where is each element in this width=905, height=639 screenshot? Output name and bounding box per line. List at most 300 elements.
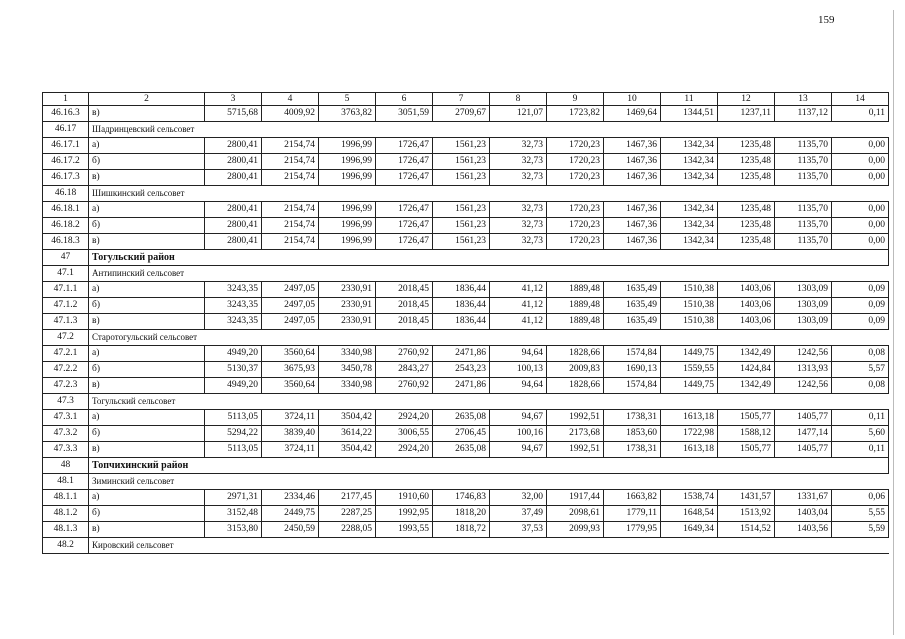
row-code: 47.1.2 bbox=[43, 298, 89, 314]
table-cell: 2177,45 bbox=[319, 490, 376, 506]
table-cell: 1561,23 bbox=[433, 154, 490, 170]
row-subitem: б) bbox=[89, 298, 205, 314]
table-cell: 3675,93 bbox=[262, 362, 319, 378]
row-code: 48.1.1 bbox=[43, 490, 89, 506]
table-body bbox=[43, 93, 889, 554]
table-cell: 1613,18 bbox=[661, 410, 718, 426]
table-row bbox=[43, 522, 889, 538]
table-cell: 2800,41 bbox=[205, 234, 262, 250]
table-cell: 2018,45 bbox=[376, 298, 433, 314]
table-cell: 1726,47 bbox=[376, 170, 433, 186]
row-subitem: а) bbox=[89, 346, 205, 362]
table-cell: 100,16 bbox=[490, 426, 547, 442]
column-header: 8 bbox=[490, 93, 547, 106]
table-cell: 1135,70 bbox=[775, 218, 832, 234]
table-cell: 1405,77 bbox=[775, 442, 832, 458]
table-cell: 0,00 bbox=[832, 234, 889, 250]
table-cell: 1723,82 bbox=[547, 106, 604, 122]
row-code: 46.18.2 bbox=[43, 218, 89, 234]
table-row bbox=[43, 410, 889, 426]
table-row bbox=[43, 218, 889, 234]
row-subitem: б) bbox=[89, 154, 205, 170]
table-cell: 2018,45 bbox=[376, 282, 433, 298]
table-cell: 1574,84 bbox=[604, 378, 661, 394]
row-code: 47.3.3 bbox=[43, 442, 89, 458]
column-header: 12 bbox=[718, 93, 775, 106]
table-cell: 1996,99 bbox=[319, 202, 376, 218]
table-cell: 1510,38 bbox=[661, 298, 718, 314]
row-subitem: б) bbox=[89, 426, 205, 442]
table-cell: 4009,92 bbox=[262, 106, 319, 122]
table-cell: 2018,45 bbox=[376, 314, 433, 330]
table-cell: 3724,11 bbox=[262, 442, 319, 458]
table-row bbox=[43, 442, 889, 458]
table-cell: 1853,60 bbox=[604, 426, 661, 442]
table-cell: 1513,92 bbox=[718, 506, 775, 522]
table-cell: 1235,48 bbox=[718, 218, 775, 234]
section-row bbox=[43, 394, 889, 410]
section-row bbox=[43, 538, 889, 554]
table-cell: 1467,36 bbox=[604, 202, 661, 218]
table-cell: 1992,95 bbox=[376, 506, 433, 522]
row-code: 46.17 bbox=[43, 122, 89, 138]
table-cell: 2706,45 bbox=[433, 426, 490, 442]
table-cell: 2635,08 bbox=[433, 410, 490, 426]
row-code: 47.3.1 bbox=[43, 410, 89, 426]
table-cell: 1235,48 bbox=[718, 234, 775, 250]
row-subitem: в) bbox=[89, 378, 205, 394]
row-code: 47.3 bbox=[43, 394, 89, 410]
table-cell: 1342,49 bbox=[718, 378, 775, 394]
table-cell: 3450,78 bbox=[319, 362, 376, 378]
column-header: 7 bbox=[433, 93, 490, 106]
section-title: Тогульский сельсовет bbox=[89, 394, 889, 410]
table-cell: 1403,06 bbox=[718, 282, 775, 298]
table-cell: 0,00 bbox=[832, 170, 889, 186]
table-cell: 0,08 bbox=[832, 346, 889, 362]
table-cell: 2471,86 bbox=[433, 346, 490, 362]
table-cell: 1726,47 bbox=[376, 218, 433, 234]
table-cell: 1505,77 bbox=[718, 410, 775, 426]
table-cell: 1342,34 bbox=[661, 154, 718, 170]
table-cell: 3243,35 bbox=[205, 282, 262, 298]
table-cell: 1467,36 bbox=[604, 154, 661, 170]
table-cell: 1720,23 bbox=[547, 138, 604, 154]
table-cell: 2971,31 bbox=[205, 490, 262, 506]
row-subitem: б) bbox=[89, 362, 205, 378]
table-row bbox=[43, 154, 889, 170]
table-cell: 1405,77 bbox=[775, 410, 832, 426]
row-code: 48 bbox=[43, 458, 89, 474]
table-cell: 1403,04 bbox=[775, 506, 832, 522]
table-cell: 41,12 bbox=[490, 298, 547, 314]
table-cell: 1635,49 bbox=[604, 298, 661, 314]
table-cell: 2288,05 bbox=[319, 522, 376, 538]
table-cell: 1649,34 bbox=[661, 522, 718, 538]
table-cell: 0,00 bbox=[832, 154, 889, 170]
table-cell: 1344,51 bbox=[661, 106, 718, 122]
row-code: 46.18 bbox=[43, 186, 89, 202]
table-cell: 1726,47 bbox=[376, 154, 433, 170]
row-subitem: в) bbox=[89, 106, 205, 122]
row-code: 47.2 bbox=[43, 330, 89, 346]
row-subitem: а) bbox=[89, 202, 205, 218]
table-cell: 1722,98 bbox=[661, 426, 718, 442]
section-title: Зиминский сельсовет bbox=[89, 474, 889, 490]
table-cell: 1342,34 bbox=[661, 202, 718, 218]
table-cell: 2154,74 bbox=[262, 234, 319, 250]
table-cell: 32,73 bbox=[490, 202, 547, 218]
table-cell: 1467,36 bbox=[604, 234, 661, 250]
table-cell: 2099,93 bbox=[547, 522, 604, 538]
table-cell: 1342,34 bbox=[661, 138, 718, 154]
row-code: 46.17.1 bbox=[43, 138, 89, 154]
table-cell: 1135,70 bbox=[775, 154, 832, 170]
table-cell: 1342,34 bbox=[661, 170, 718, 186]
column-header: 5 bbox=[319, 93, 376, 106]
page-number: 159 bbox=[818, 14, 835, 26]
table-cell: 1648,54 bbox=[661, 506, 718, 522]
table-cell: 1313,93 bbox=[775, 362, 832, 378]
table-cell: 1720,23 bbox=[547, 170, 604, 186]
district-row bbox=[43, 458, 889, 474]
district-title: Топчихинский район bbox=[89, 458, 889, 474]
table-cell: 1635,49 bbox=[604, 282, 661, 298]
table-cell: 1992,51 bbox=[547, 410, 604, 426]
table-cell: 1467,36 bbox=[604, 170, 661, 186]
page-edge-rule bbox=[893, 10, 894, 635]
table-cell: 1135,70 bbox=[775, 202, 832, 218]
table-cell: 1993,55 bbox=[376, 522, 433, 538]
table-cell: 32,00 bbox=[490, 490, 547, 506]
row-code: 47.2.1 bbox=[43, 346, 89, 362]
table-cell: 41,12 bbox=[490, 282, 547, 298]
table-cell: 2154,74 bbox=[262, 170, 319, 186]
section-title: Старотогульский сельсовет bbox=[89, 330, 889, 346]
table-cell: 2760,92 bbox=[376, 378, 433, 394]
table-cell: 2009,83 bbox=[547, 362, 604, 378]
table-cell: 2760,92 bbox=[376, 346, 433, 362]
table-cell: 1137,12 bbox=[775, 106, 832, 122]
table-cell: 0,06 bbox=[832, 490, 889, 506]
column-header: 6 bbox=[376, 93, 433, 106]
section-row bbox=[43, 122, 889, 138]
table-cell: 1746,83 bbox=[433, 490, 490, 506]
table-cell: 1889,48 bbox=[547, 282, 604, 298]
table-cell: 1726,47 bbox=[376, 234, 433, 250]
table-cell: 1403,56 bbox=[775, 522, 832, 538]
table-cell: 1720,23 bbox=[547, 154, 604, 170]
table-cell: 2635,08 bbox=[433, 442, 490, 458]
table-cell: 1836,44 bbox=[433, 314, 490, 330]
table-row bbox=[43, 282, 889, 298]
table-cell: 1996,99 bbox=[319, 138, 376, 154]
table-cell: 5130,37 bbox=[205, 362, 262, 378]
row-code: 47.2.2 bbox=[43, 362, 89, 378]
row-code: 47.1.1 bbox=[43, 282, 89, 298]
table-cell: 1477,14 bbox=[775, 426, 832, 442]
table-cell: 5113,05 bbox=[205, 442, 262, 458]
row-code: 47.2.3 bbox=[43, 378, 89, 394]
table-cell: 5,57 bbox=[832, 362, 889, 378]
row-subitem: б) bbox=[89, 218, 205, 234]
row-subitem: а) bbox=[89, 138, 205, 154]
table-cell: 2330,91 bbox=[319, 298, 376, 314]
column-header: 1 bbox=[43, 93, 89, 106]
table-cell: 2154,74 bbox=[262, 202, 319, 218]
section-row bbox=[43, 474, 889, 490]
table-cell: 1514,52 bbox=[718, 522, 775, 538]
section-row bbox=[43, 330, 889, 346]
table-row bbox=[43, 362, 889, 378]
table-cell: 1818,72 bbox=[433, 522, 490, 538]
table-cell: 0,11 bbox=[832, 410, 889, 426]
table-cell: 3560,64 bbox=[262, 378, 319, 394]
table-cell: 3614,22 bbox=[319, 426, 376, 442]
table-row bbox=[43, 426, 889, 442]
table-cell: 1424,84 bbox=[718, 362, 775, 378]
column-header: 13 bbox=[775, 93, 832, 106]
table-cell: 94,67 bbox=[490, 442, 547, 458]
table-cell: 2709,67 bbox=[433, 106, 490, 122]
table-cell: 1242,56 bbox=[775, 346, 832, 362]
table-cell: 1561,23 bbox=[433, 218, 490, 234]
table-cell: 3243,35 bbox=[205, 298, 262, 314]
table-cell: 2154,74 bbox=[262, 138, 319, 154]
table-cell: 4949,20 bbox=[205, 346, 262, 362]
table-cell: 1449,75 bbox=[661, 378, 718, 394]
row-code: 46.17.2 bbox=[43, 154, 89, 170]
table-cell: 1135,70 bbox=[775, 170, 832, 186]
table-cell: 32,73 bbox=[490, 234, 547, 250]
table-cell: 100,13 bbox=[490, 362, 547, 378]
district-title: Тогульский район bbox=[89, 250, 889, 266]
table-cell: 0,09 bbox=[832, 314, 889, 330]
table-cell: 1726,47 bbox=[376, 202, 433, 218]
table-cell: 2449,75 bbox=[262, 506, 319, 522]
table-cell: 5,60 bbox=[832, 426, 889, 442]
section-row bbox=[43, 186, 889, 202]
table-cell: 32,73 bbox=[490, 138, 547, 154]
table-row bbox=[43, 378, 889, 394]
table-row bbox=[43, 202, 889, 218]
table-cell: 1303,09 bbox=[775, 314, 832, 330]
table-cell: 0,00 bbox=[832, 218, 889, 234]
column-header: 4 bbox=[262, 93, 319, 106]
column-header: 3 bbox=[205, 93, 262, 106]
table-cell: 94,64 bbox=[490, 346, 547, 362]
table-cell: 2543,23 bbox=[433, 362, 490, 378]
table-cell: 2154,74 bbox=[262, 154, 319, 170]
table-cell: 121,07 bbox=[490, 106, 547, 122]
table-cell: 1235,48 bbox=[718, 154, 775, 170]
table-cell: 5,59 bbox=[832, 522, 889, 538]
table-cell: 1996,99 bbox=[319, 170, 376, 186]
table-header-row bbox=[43, 93, 889, 106]
table-cell: 3504,42 bbox=[319, 410, 376, 426]
table-row bbox=[43, 298, 889, 314]
table-cell: 1431,57 bbox=[718, 490, 775, 506]
table-cell: 1303,09 bbox=[775, 282, 832, 298]
table-cell: 1342,34 bbox=[661, 218, 718, 234]
table-cell: 1505,77 bbox=[718, 442, 775, 458]
table-cell: 2800,41 bbox=[205, 154, 262, 170]
table-cell: 1135,70 bbox=[775, 138, 832, 154]
table-cell: 1135,70 bbox=[775, 234, 832, 250]
table-cell: 3152,48 bbox=[205, 506, 262, 522]
table-cell: 3724,11 bbox=[262, 410, 319, 426]
table-cell: 5294,22 bbox=[205, 426, 262, 442]
table-cell: 2154,74 bbox=[262, 218, 319, 234]
table-cell: 1561,23 bbox=[433, 170, 490, 186]
row-subitem: в) bbox=[89, 314, 205, 330]
table-row bbox=[43, 170, 889, 186]
table-cell: 1538,74 bbox=[661, 490, 718, 506]
table-cell: 2330,91 bbox=[319, 314, 376, 330]
table-cell: 1613,18 bbox=[661, 442, 718, 458]
table-cell: 1574,84 bbox=[604, 346, 661, 362]
table-cell: 2800,41 bbox=[205, 170, 262, 186]
table-cell: 1738,31 bbox=[604, 410, 661, 426]
table-cell: 1836,44 bbox=[433, 298, 490, 314]
row-code: 48.2 bbox=[43, 538, 89, 554]
table-cell: 3006,55 bbox=[376, 426, 433, 442]
table-cell: 1235,48 bbox=[718, 138, 775, 154]
table-cell: 2497,05 bbox=[262, 282, 319, 298]
table-cell: 3051,59 bbox=[376, 106, 433, 122]
table-cell: 37,53 bbox=[490, 522, 547, 538]
row-code: 47 bbox=[43, 250, 89, 266]
table-cell: 3763,82 bbox=[319, 106, 376, 122]
row-subitem: а) bbox=[89, 282, 205, 298]
table-cell: 41,12 bbox=[490, 314, 547, 330]
row-subitem: б) bbox=[89, 506, 205, 522]
table-cell: 1779,11 bbox=[604, 506, 661, 522]
table-cell: 1996,99 bbox=[319, 154, 376, 170]
table-cell: 2843,27 bbox=[376, 362, 433, 378]
table-cell: 2450,59 bbox=[262, 522, 319, 538]
section-title: Шишкинский сельсовет bbox=[89, 186, 889, 202]
table-cell: 2800,41 bbox=[205, 202, 262, 218]
table-cell: 1996,99 bbox=[319, 234, 376, 250]
table-cell: 1726,47 bbox=[376, 138, 433, 154]
column-header: 2 bbox=[89, 93, 205, 106]
table-cell: 2330,91 bbox=[319, 282, 376, 298]
table-cell: 1818,20 bbox=[433, 506, 490, 522]
row-code: 48.1 bbox=[43, 474, 89, 490]
table-cell: 3243,35 bbox=[205, 314, 262, 330]
table-cell: 1561,23 bbox=[433, 234, 490, 250]
row-code: 48.1.2 bbox=[43, 506, 89, 522]
table-cell: 3839,40 bbox=[262, 426, 319, 442]
column-header: 11 bbox=[661, 93, 718, 106]
table-cell: 0,09 bbox=[832, 298, 889, 314]
table-cell: 1342,49 bbox=[718, 346, 775, 362]
row-subitem: в) bbox=[89, 170, 205, 186]
table-cell: 3340,98 bbox=[319, 346, 376, 362]
row-code: 46.18.3 bbox=[43, 234, 89, 250]
table-cell: 1889,48 bbox=[547, 314, 604, 330]
table-cell: 1331,67 bbox=[775, 490, 832, 506]
table-row bbox=[43, 346, 889, 362]
table-cell: 0,09 bbox=[832, 282, 889, 298]
table-row bbox=[43, 106, 889, 122]
row-code: 47.1 bbox=[43, 266, 89, 282]
table-cell: 2497,05 bbox=[262, 298, 319, 314]
table-cell: 0,00 bbox=[832, 138, 889, 154]
table-cell: 1561,23 bbox=[433, 138, 490, 154]
table-cell: 32,73 bbox=[490, 218, 547, 234]
table-cell: 2924,20 bbox=[376, 410, 433, 426]
table-cell: 1561,23 bbox=[433, 202, 490, 218]
table-cell: 1403,06 bbox=[718, 298, 775, 314]
table-cell: 1449,75 bbox=[661, 346, 718, 362]
table-cell: 0,11 bbox=[832, 106, 889, 122]
table-cell: 1635,49 bbox=[604, 314, 661, 330]
table-cell: 1779,95 bbox=[604, 522, 661, 538]
table-cell: 1235,48 bbox=[718, 202, 775, 218]
table-cell: 2098,61 bbox=[547, 506, 604, 522]
table-cell: 0,08 bbox=[832, 378, 889, 394]
row-code: 48.1.3 bbox=[43, 522, 89, 538]
table-cell: 2287,25 bbox=[319, 506, 376, 522]
table-cell: 1588,12 bbox=[718, 426, 775, 442]
table-cell: 3504,42 bbox=[319, 442, 376, 458]
table-cell: 1828,66 bbox=[547, 346, 604, 362]
section-title: Кировский сельсовет bbox=[89, 538, 889, 554]
table-cell: 1467,36 bbox=[604, 218, 661, 234]
row-subitem: в) bbox=[89, 234, 205, 250]
table-cell: 37,49 bbox=[490, 506, 547, 522]
section-title: Шадринцевский сельсовет bbox=[89, 122, 889, 138]
table-cell: 1889,48 bbox=[547, 298, 604, 314]
table-cell: 1663,82 bbox=[604, 490, 661, 506]
table-cell: 1559,55 bbox=[661, 362, 718, 378]
table-cell: 3340,98 bbox=[319, 378, 376, 394]
table-cell: 1342,34 bbox=[661, 234, 718, 250]
table-cell: 94,67 bbox=[490, 410, 547, 426]
table-row bbox=[43, 506, 889, 522]
table-cell: 2173,68 bbox=[547, 426, 604, 442]
table-cell: 2924,20 bbox=[376, 442, 433, 458]
row-code: 47.1.3 bbox=[43, 314, 89, 330]
table-cell: 0,00 bbox=[832, 202, 889, 218]
table-cell: 1235,48 bbox=[718, 170, 775, 186]
row-subitem: а) bbox=[89, 490, 205, 506]
table-row bbox=[43, 138, 889, 154]
table-cell: 1242,56 bbox=[775, 378, 832, 394]
row-code: 46.17.3 bbox=[43, 170, 89, 186]
table-cell: 2334,46 bbox=[262, 490, 319, 506]
column-header: 14 bbox=[832, 93, 889, 106]
table-cell: 1720,23 bbox=[547, 202, 604, 218]
tariff-table bbox=[42, 92, 889, 554]
row-code: 47.3.2 bbox=[43, 426, 89, 442]
table-cell: 1828,66 bbox=[547, 378, 604, 394]
district-row bbox=[43, 250, 889, 266]
table-cell: 1469,64 bbox=[604, 106, 661, 122]
table-cell: 1403,06 bbox=[718, 314, 775, 330]
table-cell: 5113,05 bbox=[205, 410, 262, 426]
table-row bbox=[43, 234, 889, 250]
column-header: 10 bbox=[604, 93, 661, 106]
row-code: 46.16.3 bbox=[43, 106, 89, 122]
table-cell: 1917,44 bbox=[547, 490, 604, 506]
table-cell: 32,73 bbox=[490, 170, 547, 186]
table-cell: 1836,44 bbox=[433, 282, 490, 298]
row-subitem: в) bbox=[89, 522, 205, 538]
table-cell: 1996,99 bbox=[319, 218, 376, 234]
